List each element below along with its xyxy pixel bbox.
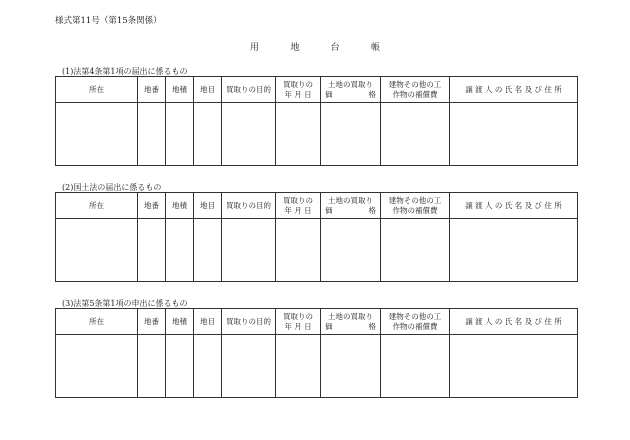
header-price-a: 価 — [325, 321, 333, 331]
cell-location[interactable] — [56, 335, 138, 398]
section-label-1: (1)法第4条第1項の届出に係るもの — [62, 67, 188, 76]
cell-area[interactable] — [166, 335, 194, 398]
header-purpose: 買取りの目的 — [222, 77, 276, 103]
header-price-b: 格 — [368, 205, 376, 215]
header-compensation — [381, 309, 450, 335]
header-price-line1: 土地の買取り — [328, 79, 373, 89]
header-comp-line1: 建物その他の工 — [388, 311, 442, 321]
cell-area[interactable] — [166, 219, 194, 282]
header-price-line1: 土地の買取り — [328, 195, 373, 205]
header-location: 所在 — [56, 77, 138, 103]
header-land-category: 地目 — [194, 77, 222, 103]
header-price-b: 格 — [368, 321, 376, 331]
header-lot-number: 地番 — [138, 77, 166, 103]
header-row — [56, 193, 578, 219]
cell-purchase-date[interactable] — [276, 103, 321, 166]
cell-area[interactable] — [166, 103, 194, 166]
cell-lot-number[interactable] — [138, 103, 166, 166]
header-row — [56, 77, 578, 103]
cell-purpose[interactable] — [222, 335, 276, 398]
header-price-line1: 土地の買取り — [328, 311, 373, 321]
header-date-line1: 買取りの — [283, 195, 313, 205]
header-transferor: 譲 渡 人 の 氏 名 及 び 住 所 — [450, 77, 578, 103]
header-date-line2: 年 月 日 — [284, 205, 312, 215]
header-purpose: 買取りの目的 — [222, 193, 276, 219]
header-compensation — [381, 193, 450, 219]
ledger-table-2 — [55, 192, 578, 282]
cell-purpose[interactable] — [222, 103, 276, 166]
cell-purpose[interactable] — [222, 219, 276, 282]
header-purpose: 買取りの目的 — [222, 309, 276, 335]
header-location: 所在 — [56, 193, 138, 219]
header-comp-line2: 作物の補償費 — [392, 89, 438, 99]
table-row — [56, 335, 578, 398]
title-char: 地 — [290, 43, 300, 53]
cell-location[interactable] — [56, 219, 138, 282]
ledger-table-3 — [55, 308, 578, 398]
cell-purchase-date[interactable] — [276, 219, 321, 282]
header-price-line2 — [321, 90, 380, 100]
header-land-price — [321, 193, 381, 219]
header-area: 地積 — [166, 309, 194, 335]
header-compensation — [381, 77, 450, 103]
header-purchase-date — [276, 309, 321, 335]
cell-compensation[interactable] — [381, 335, 450, 398]
header-lot-number: 地番 — [138, 193, 166, 219]
header-transferor: 譲 渡 人 の 氏 名 及 び 住 所 — [450, 193, 578, 219]
header-date-line2: 年 月 日 — [284, 89, 312, 99]
header-location: 所在 — [56, 309, 138, 335]
cell-compensation[interactable] — [381, 219, 450, 282]
cell-land-price[interactable] — [321, 219, 381, 282]
header-lot-number: 地番 — [138, 309, 166, 335]
cell-location[interactable] — [56, 103, 138, 166]
header-purchase-date — [276, 77, 321, 103]
section-label-2: (2)国土法の届出に係るもの — [62, 183, 162, 192]
header-transferor: 譲 渡 人 の 氏 名 及 び 住 所 — [450, 309, 578, 335]
cell-lot-number[interactable] — [138, 219, 166, 282]
ledger-table-1 — [55, 76, 578, 166]
cell-transferor[interactable] — [450, 219, 578, 282]
header-date-line1: 買取りの — [283, 311, 313, 321]
title-char: 用 — [250, 43, 260, 53]
header-comp-line2: 作物の補償費 — [392, 205, 438, 215]
document-title — [250, 40, 380, 53]
cell-transferor[interactable] — [450, 335, 578, 398]
header-price-line2 — [321, 322, 380, 332]
header-date-line2: 年 月 日 — [284, 321, 312, 331]
title-char: 台 — [330, 43, 340, 53]
header-row — [56, 309, 578, 335]
cell-purchase-date[interactable] — [276, 335, 321, 398]
header-price-a: 価 — [325, 205, 333, 215]
cell-lot-number[interactable] — [138, 335, 166, 398]
header-area: 地積 — [166, 77, 194, 103]
table-row — [56, 219, 578, 282]
header-comp-line1: 建物その他の工 — [388, 195, 442, 205]
header-land-category: 地目 — [194, 309, 222, 335]
section-label-3: (3)法第5条第1項の申出に係るもの — [62, 299, 188, 308]
header-purchase-date — [276, 193, 321, 219]
header-price-line2 — [321, 206, 380, 216]
cell-land-price[interactable] — [321, 103, 381, 166]
form-number: 様式第11号（第15条関係） — [55, 16, 162, 26]
header-land-category: 地目 — [194, 193, 222, 219]
cell-land-category[interactable] — [194, 335, 222, 398]
cell-compensation[interactable] — [381, 103, 450, 166]
header-comp-line1: 建物その他の工 — [388, 79, 442, 89]
cell-land-price[interactable] — [321, 335, 381, 398]
header-land-price — [321, 309, 381, 335]
header-land-price — [321, 77, 381, 103]
header-price-b: 格 — [368, 89, 376, 99]
table-row — [56, 103, 578, 166]
header-date-line1: 買取りの — [283, 79, 313, 89]
cell-land-category[interactable] — [194, 103, 222, 166]
cell-land-category[interactable] — [194, 219, 222, 282]
header-comp-line2: 作物の補償費 — [392, 321, 438, 331]
title-char: 帳 — [370, 43, 380, 53]
cell-transferor[interactable] — [450, 103, 578, 166]
header-area: 地積 — [166, 193, 194, 219]
header-price-a: 価 — [325, 89, 333, 99]
